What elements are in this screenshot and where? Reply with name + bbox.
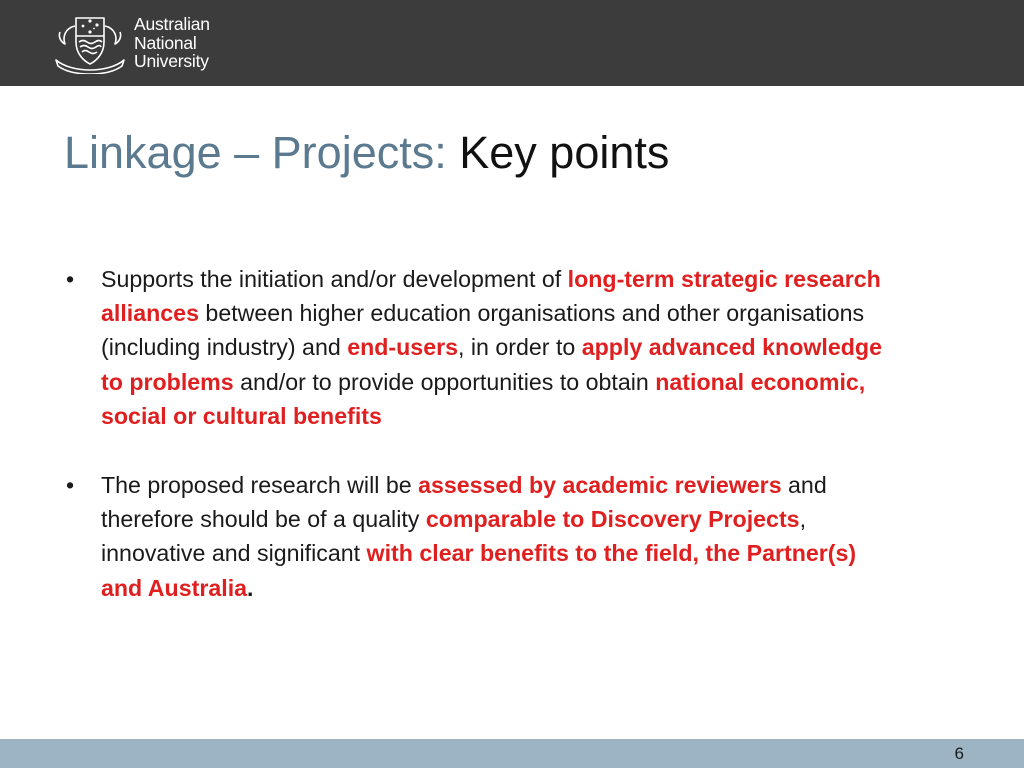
text-segment: and/or to provide opportunities to obtain <box>233 368 656 395</box>
wordmark-line: Australian <box>134 14 210 35</box>
text-segment: and therefore should be of a quality <box>101 472 827 533</box>
university-logo <box>50 12 210 74</box>
text-segment: , in order to <box>458 334 582 361</box>
highlighted-text: with clear benefits to the field, the Partner(s) and Australia <box>101 540 857 601</box>
period: . <box>247 574 254 601</box>
highlighted-text: end-users <box>347 334 459 361</box>
highlighted-text: long-term strategic research alliances <box>101 266 881 327</box>
highlighted-text: national economic, social or cultural benefits <box>101 368 866 429</box>
wordmark-line: University <box>134 51 209 72</box>
page-number: 6 <box>954 744 964 763</box>
bullet-marker: • <box>65 472 75 499</box>
footer-bar <box>0 739 1024 768</box>
bullet-item <box>60 262 890 433</box>
text-segment: The proposed research will be <box>101 472 419 499</box>
highlighted-text: assessed by academic reviewers <box>418 472 782 499</box>
text-segment: , innovative and significant <box>101 506 807 567</box>
title-prefix: Linkage – Projects: <box>64 127 447 178</box>
text-segment: between higher education organisations and other organisations (including industry) and <box>101 300 865 361</box>
bullet-marker: • <box>65 266 75 292</box>
highlighted-text: apply advanced knowledge to problems <box>101 334 882 395</box>
bullet-text <box>101 472 856 601</box>
wordmark <box>134 15 210 71</box>
bullet-list <box>60 262 890 605</box>
bullet-text <box>101 266 882 429</box>
slide-title <box>64 124 669 182</box>
text-segment: Supports the initiation and/or development of <box>101 266 568 292</box>
bullet-item <box>60 468 890 605</box>
wordmark-line: National <box>134 32 197 53</box>
header-bar <box>0 0 1024 86</box>
title-suffix: Key points <box>459 127 670 178</box>
anu-crest-icon <box>50 12 130 74</box>
highlighted-text: comparable to Discovery Projects <box>425 506 800 533</box>
